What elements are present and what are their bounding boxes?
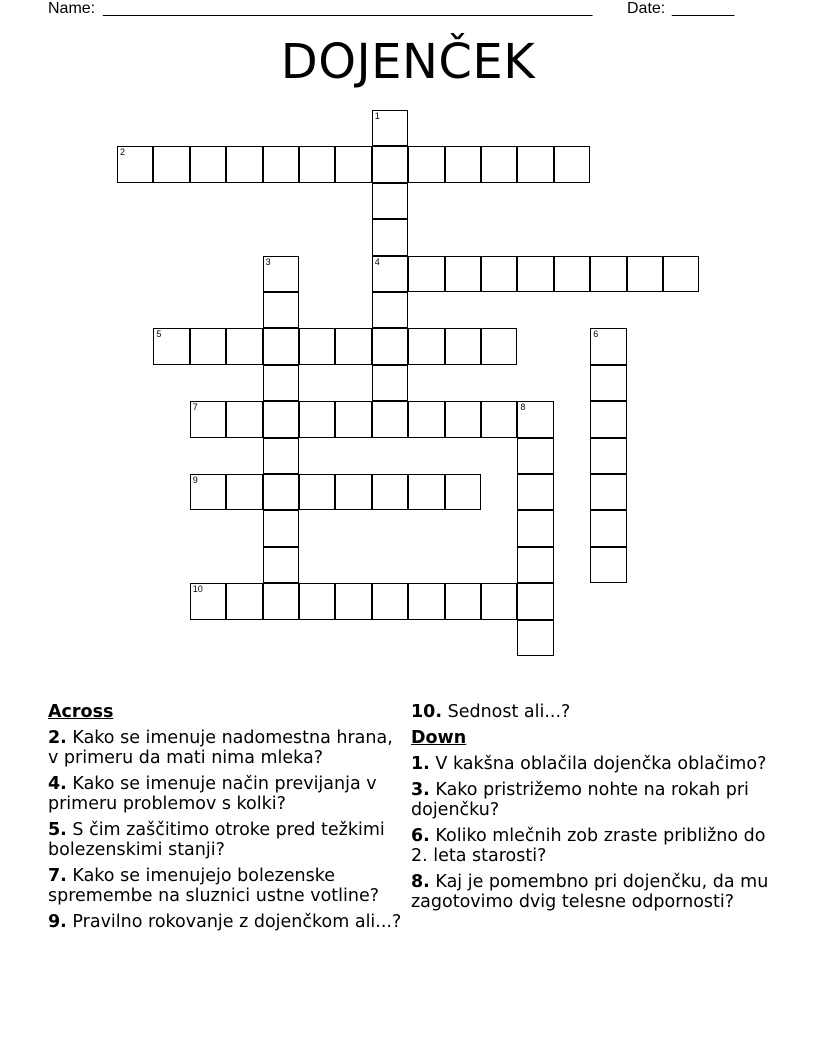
grid-cell[interactable] <box>299 583 335 619</box>
cell-number: 8 <box>520 402 526 413</box>
grid-cell[interactable] <box>263 438 299 474</box>
grid-cell[interactable] <box>372 256 408 292</box>
grid-cell[interactable] <box>335 474 371 510</box>
grid-cell[interactable] <box>372 183 408 219</box>
grid-cell[interactable] <box>263 365 299 401</box>
grid-cell[interactable] <box>517 438 553 474</box>
grid-cell[interactable] <box>372 365 408 401</box>
clue-across-7: 7. Kako se imenujejo bolezenske spremembe na sluznici ustne votline? <box>48 866 380 906</box>
page-title: DOJENČEK <box>280 34 536 90</box>
grid-cell[interactable] <box>372 328 408 364</box>
name-line: _______________________________________________________ <box>103 0 593 17</box>
cell-number: 1 <box>374 111 380 121</box>
grid-cell[interactable] <box>590 438 626 474</box>
grid-cell[interactable] <box>263 328 299 364</box>
grid-cell[interactable] <box>226 474 262 510</box>
grid-cell[interactable] <box>590 256 626 292</box>
clue-down-1: 1. V kakšna oblačila dojenčka oblačimo? <box>411 754 767 774</box>
grid-cell[interactable] <box>663 256 699 292</box>
grid-cell[interactable] <box>408 401 444 437</box>
name-label: Name: <box>48 0 96 17</box>
grid-cell[interactable] <box>263 401 299 437</box>
grid-cell[interactable] <box>299 401 335 437</box>
grid-cell[interactable] <box>263 583 299 619</box>
grid-cell[interactable] <box>481 401 517 437</box>
grid-cell[interactable] <box>590 474 626 510</box>
grid-cell[interactable] <box>372 583 408 619</box>
clue-across-9: 9. Pravilno rokovanje z dojenčkom ali...? <box>48 912 402 932</box>
grid-cell[interactable] <box>226 583 262 619</box>
grid-cell[interactable] <box>517 401 553 437</box>
grid-cell[interactable] <box>554 256 590 292</box>
grid-cell[interactable] <box>481 146 517 182</box>
grid-cell[interactable] <box>517 510 553 546</box>
grid-cell[interactable] <box>517 583 553 619</box>
grid-cell[interactable] <box>299 328 335 364</box>
grid-cell[interactable] <box>481 256 517 292</box>
grid-cell[interactable] <box>190 328 226 364</box>
grid-cell[interactable] <box>335 328 371 364</box>
grid-cell[interactable] <box>263 292 299 328</box>
grid-cell[interactable] <box>335 583 371 619</box>
grid-cell[interactable] <box>554 146 590 182</box>
grid-cell[interactable] <box>226 146 262 182</box>
grid-cell[interactable] <box>153 328 189 364</box>
grid-cell[interactable] <box>481 328 517 364</box>
grid-cell[interactable] <box>445 146 481 182</box>
grid-cell[interactable] <box>263 510 299 546</box>
grid-cell[interactable] <box>190 401 226 437</box>
grid-cell[interactable] <box>335 146 371 182</box>
clue-across-4: 4. Kako se imenuje način previjanja v primeru problemov s kolki? <box>48 774 377 814</box>
grid-cell[interactable] <box>190 146 226 182</box>
grid-cell[interactable] <box>627 256 663 292</box>
grid-cell[interactable] <box>517 474 553 510</box>
clue-across-10: 10. Sednost ali...? <box>411 702 571 722</box>
grid-cell[interactable] <box>335 401 371 437</box>
grid-cell[interactable] <box>445 474 481 510</box>
cell-number: 3 <box>265 256 271 267</box>
cell-number: 6 <box>593 329 599 340</box>
clue-across-5: 5. S čim zaščitimo otroke pred težkimi bolezenskimi stanji? <box>48 820 385 860</box>
down-heading: Down <box>411 728 467 748</box>
cell-number: 7 <box>192 402 198 413</box>
grid-cell[interactable] <box>408 256 444 292</box>
grid-cell[interactable] <box>226 401 262 437</box>
clues-right-column <box>411 702 771 918</box>
grid-cell[interactable] <box>517 547 553 583</box>
grid-cell[interactable] <box>408 146 444 182</box>
date-label: Date: <box>627 0 666 17</box>
grid-cell[interactable] <box>590 510 626 546</box>
grid-cell[interactable] <box>408 328 444 364</box>
grid-cell[interactable] <box>517 620 553 656</box>
clues-left-column <box>48 702 403 938</box>
grid-cell[interactable] <box>263 474 299 510</box>
grid-cell[interactable] <box>263 256 299 292</box>
cell-number: 9 <box>192 475 198 485</box>
grid-cell[interactable] <box>517 256 553 292</box>
grid-cell[interactable] <box>372 474 408 510</box>
grid-cell[interactable] <box>408 583 444 619</box>
grid-cell[interactable] <box>445 401 481 437</box>
grid-cell[interactable] <box>481 583 517 619</box>
grid-cell[interactable] <box>153 146 189 182</box>
date-line: _______ <box>672 0 735 17</box>
grid-cell[interactable] <box>372 219 408 255</box>
cell-number: 4 <box>374 256 380 267</box>
clue-down-6: 6. Koliko mlečnih zob zraste približno do 2. leta starosti? <box>411 826 766 866</box>
grid-cell[interactable] <box>590 547 626 583</box>
clue-down-3: 3. Kako pristrižemo nohte na rokah pri dojenčku? <box>411 780 749 820</box>
across-heading: Across <box>48 702 114 722</box>
grid-cell[interactable] <box>590 365 626 401</box>
grid-cell[interactable] <box>117 146 153 182</box>
cell-number: 2 <box>120 147 126 158</box>
grid-cell[interactable] <box>372 292 408 328</box>
grid-cell[interactable] <box>299 474 335 510</box>
clue-across-2: 2. Kako se imenuje nadomestna hrana, v primeru da mati nima mleka? <box>48 728 393 768</box>
grid-cell[interactable] <box>590 401 626 437</box>
grid-cell[interactable] <box>190 474 226 510</box>
grid-cell[interactable] <box>263 547 299 583</box>
grid-cell[interactable] <box>190 583 226 619</box>
cell-number: 10 <box>192 584 203 595</box>
cell-number: 5 <box>156 329 162 340</box>
grid-cell[interactable] <box>445 256 481 292</box>
grid-cell[interactable] <box>517 146 553 182</box>
grid-cell[interactable] <box>263 146 299 182</box>
clue-down-8: 8. Kaj je pomembno pri dojenčku, da mu zagotovimo dvig telesne odpornosti? <box>411 872 769 912</box>
grid-cell[interactable] <box>372 110 408 146</box>
grid-cell[interactable] <box>372 146 408 182</box>
grid-cell[interactable] <box>590 328 626 364</box>
grid-cell[interactable] <box>372 401 408 437</box>
grid-cell[interactable] <box>408 474 444 510</box>
grid-cell[interactable] <box>445 583 481 619</box>
grid-cell[interactable] <box>299 146 335 182</box>
grid-cell[interactable] <box>226 328 262 364</box>
grid-cell[interactable] <box>445 328 481 364</box>
